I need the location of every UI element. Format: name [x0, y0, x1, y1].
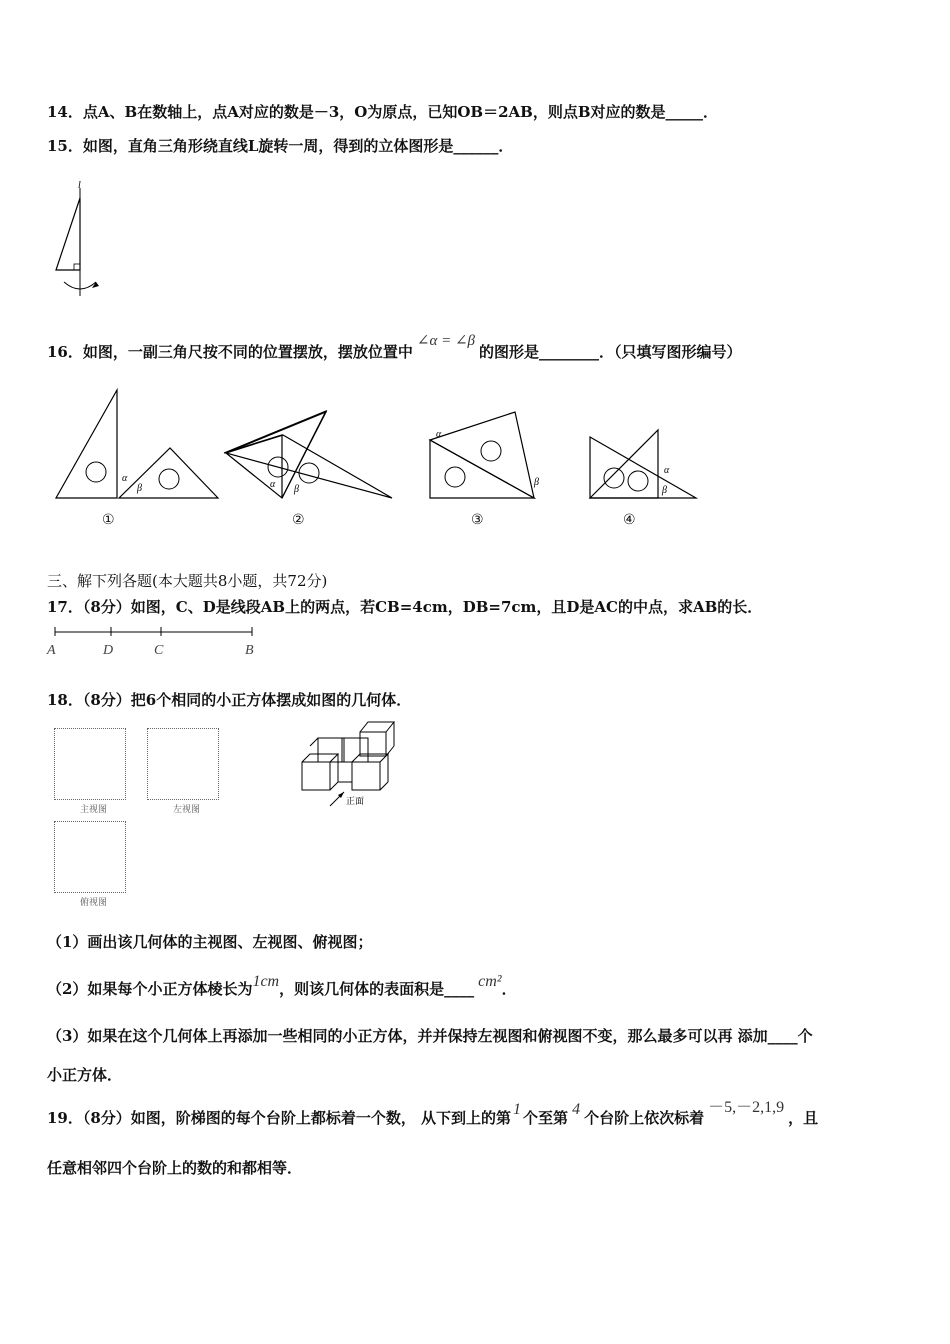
beta-label-3: β — [534, 477, 539, 488]
area-unit: cm² — [478, 973, 502, 990]
angle-equation: ∠α = ∠β — [416, 333, 475, 349]
question-15: 15．如图，直角三角形绕直线L旋转一周，得到的立体图形是______． — [47, 137, 514, 155]
alpha-label-2: α — [270, 479, 276, 490]
alpha-label-4: α — [664, 465, 670, 476]
question-19-cont: 任意相邻四个台阶上的数的和都相等． — [47, 1159, 303, 1177]
figure-label-3: ③ — [471, 512, 484, 528]
left-view-caption: 左视图 — [173, 805, 201, 815]
figure-label-1: ① — [102, 512, 115, 528]
question-18-part-2: （2）如果每个小正方体棱长为1cm，则该几何体的表面积是____ cm²． — [47, 973, 517, 998]
figure-label-4: ④ — [623, 512, 636, 528]
figure-1 — [56, 390, 218, 498]
rotation-triangle-figure — [50, 178, 110, 303]
question-16: 16．如图，一副三角尺按不同的位置摆放，摆放位置中∠α = ∠β的图形是________．（只填写图形编号） — [47, 333, 742, 361]
beta-label-4: β — [662, 485, 667, 496]
edge-length: 1cm — [252, 973, 280, 990]
front-view-box[interactable] — [54, 728, 126, 800]
front-view-caption: 主视图 — [80, 805, 108, 815]
alpha-label-1: α — [122, 473, 128, 484]
question-14: 14．点A、B在数轴上，点A对应的数是－3，O为原点，已知OB＝2AB，则点B对应的数是_____． — [47, 103, 719, 121]
question-17: 17．（8分）如图，C、D是线段AB上的两点，若CB=4cm，DB=7cm，且D是AC的中点，求AB的长． — [47, 598, 763, 616]
beta-label-2: β — [294, 484, 299, 495]
question-18-part-1: （1）画出该几何体的主视图、左视图、俯视图； — [47, 933, 373, 951]
question-18: 18．（8分）把6个相同的小正方体摆成如图的几何体． — [47, 691, 412, 709]
step-fourth: 4 — [572, 1101, 581, 1118]
step-values: －5,－2,1,9 — [708, 1099, 785, 1116]
point-B: B — [245, 643, 254, 658]
top-view-box[interactable] — [54, 821, 126, 893]
cube-stack-figure — [298, 718, 408, 813]
figure-label-2: ② — [292, 512, 305, 528]
top-view-caption: 俯视图 — [80, 898, 108, 908]
point-D: D — [103, 643, 114, 658]
alpha-label-3: α — [436, 429, 442, 440]
question-18-part-3-cont: 小正方体． — [47, 1066, 123, 1084]
left-view-box[interactable] — [147, 728, 219, 800]
figure-2 — [224, 411, 392, 498]
section-3-heading: 三、解下列各题(本大题共8小题，共72分) — [47, 572, 328, 590]
figure-3 — [430, 412, 539, 498]
segment-figure — [45, 624, 265, 658]
axis-label-l: l — [78, 180, 81, 191]
beta-label-1: β — [137, 483, 142, 494]
point-C: C — [154, 643, 164, 658]
step-first: 1 — [513, 1101, 522, 1118]
point-A: A — [47, 643, 56, 658]
question-18-part-3: （3）如果在这个几何体上再添加一些相同的小正方体，并并保持左视图和俯视图不变，那么最多可以再 添加____个 — [47, 1027, 813, 1045]
front-direction-label: 正面 — [346, 797, 365, 807]
figure-4 — [590, 430, 696, 498]
question-19: 19．（8分）如图，阶梯图的每个台阶上都标着一个数， 从下到上的第 1 个至第 4 个台阶上依次标着－5,－2,1,9，且 — [47, 1099, 819, 1127]
